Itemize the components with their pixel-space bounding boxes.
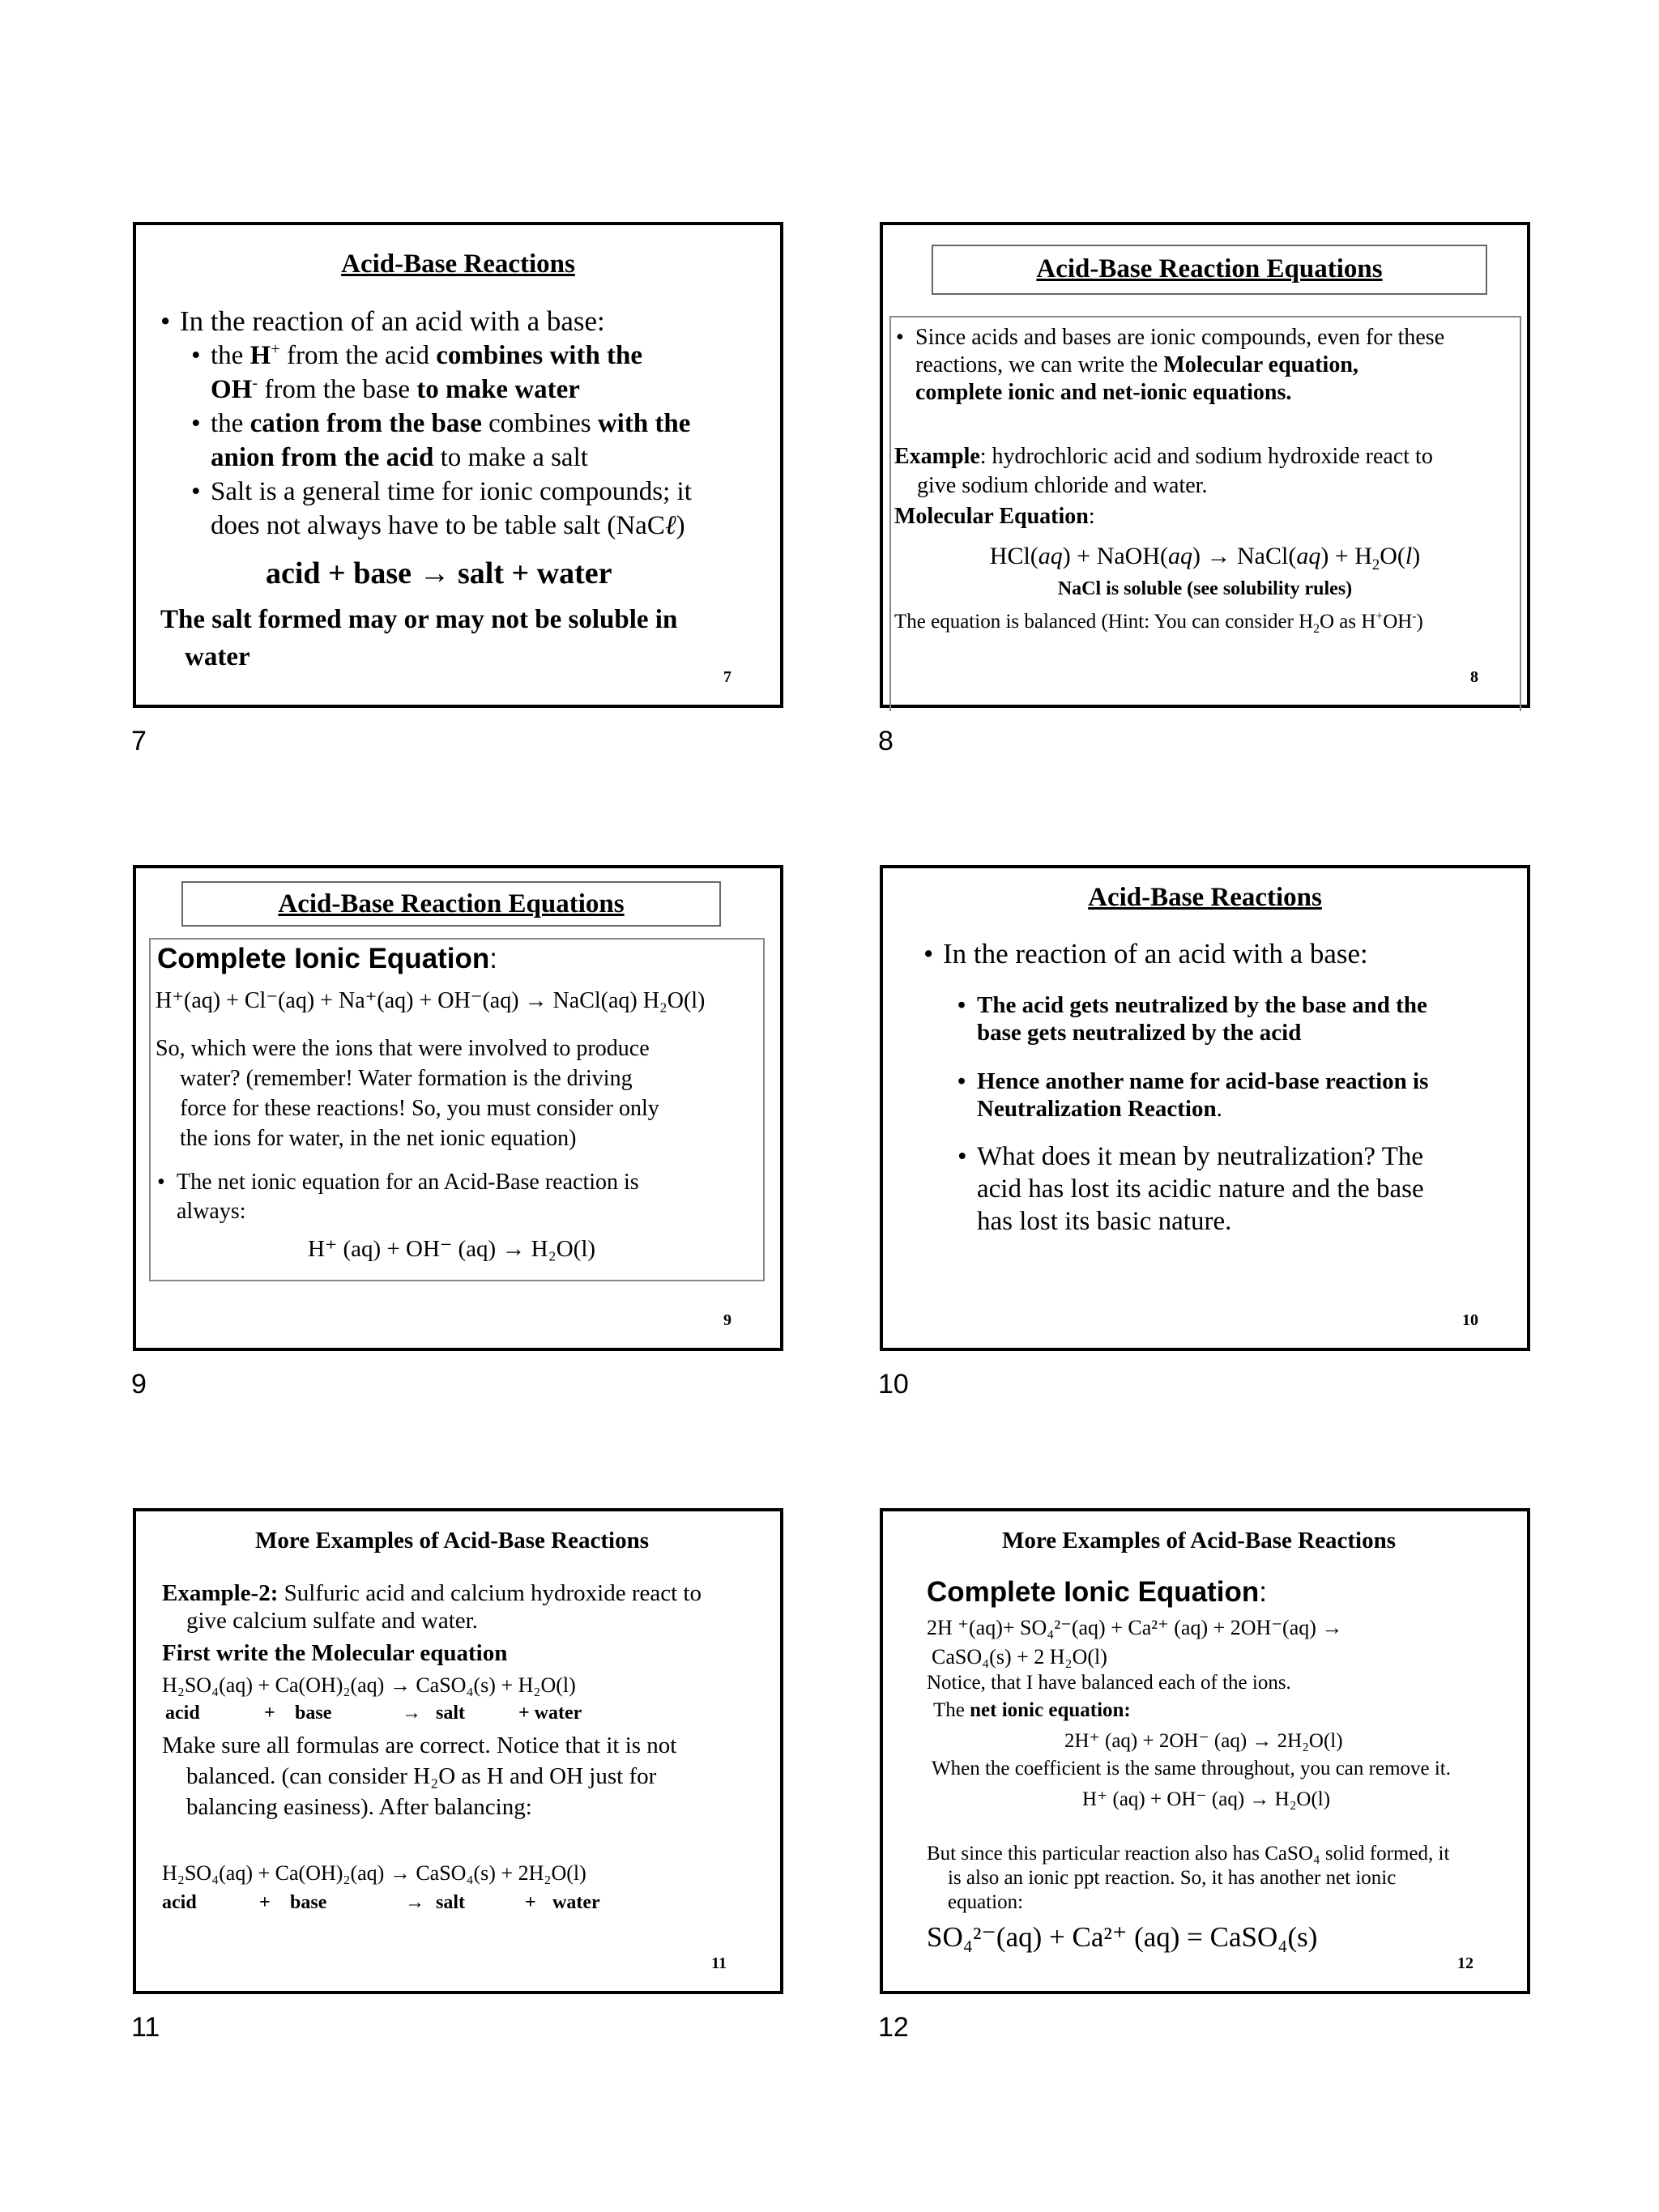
sub-bullets — [957, 991, 1516, 1238]
slide-number: 8 — [1470, 668, 1478, 686]
bullet-neutralization-name: • Hence another name for acid-base reaction is Neutralization Reaction. — [957, 1068, 1429, 1122]
slide-title: Acid-Base Reactions — [341, 249, 575, 279]
slide-title: Acid-Base Reaction Equations — [1036, 254, 1383, 283]
slide-title: More Examples of Acid-Base Reactions — [255, 1528, 649, 1554]
complete-ionic-label: Complete Ionic Equation: — [927, 1576, 1268, 1608]
solubility-note: NaCl is soluble (see solubility rules) — [1057, 578, 1353, 599]
bullet-text: Since acids and bases are ionic compounds, even for these reactions, we can write the Molecular equation, complete ionic and net-ionic equations. — [915, 325, 1445, 405]
slide-number: 9 — [723, 1311, 731, 1329]
example-text: Example: hydrochloric acid and sodium hydroxide react to give sodium chloride and water. Molecular Equation: — [894, 444, 1433, 529]
page-label-12: 12 — [878, 2012, 909, 2043]
slide-number: 7 — [723, 668, 731, 686]
equation-labels: acid + base → salt + water — [165, 1703, 582, 1724]
complete-ionic-equation: H⁺(aq) + Cl⁻(aq) + Na⁺(aq) + OH⁻(aq) → NaCl(aq) H₂O(l) — [156, 988, 706, 1013]
net-ionic-equation-2: H⁺ (aq) + OH⁻ (aq) → H₂O(l) — [1082, 1788, 1331, 1810]
explanation-paragraph: So, which were the ions that were involved to produce water? (remember! Water formation is the driving force for these reactions! So, you must consider only the ions for water, in the net ionic equation) — [156, 1036, 659, 1151]
bullet-text: the H+ from the acid combines with the OH- from the base to make water — [211, 340, 643, 404]
page-label-7: 7 — [131, 726, 147, 757]
intro-bullet: • In the reaction of an acid with a base: — [923, 938, 1368, 970]
net-ionic-bullet: • The net ionic equation for an Acid-Base reaction is always: — [157, 1168, 639, 1226]
balanced-equation-labels: acid + base → salt + water — [162, 1892, 600, 1913]
slide-title: More Examples of Acid-Base Reactions — [1002, 1528, 1396, 1554]
slide-body — [160, 305, 760, 543]
bullet-text: The acid gets neutralized by the base and the base gets neutralized by the acid — [977, 992, 1427, 1046]
title-box — [181, 881, 721, 927]
balanced-note: The equation is balanced (Hint: You can consider $H_2O$ as H+OH-) — [894, 609, 1423, 636]
slide-12 — [880, 1508, 1530, 1994]
title-box — [932, 245, 1487, 295]
bullet-text: What does it mean by neutralization? The acid has lost its acidic nature and the base has lost its basic nature. — [977, 1142, 1424, 1236]
complete-ionic-equation: 2H ⁺(aq)+ SO₄²⁻(aq) + Ca²⁺ (aq) + 2OH⁻(aq) → CaSO₄(s) + 2 H₂O(l) — [927, 1616, 1343, 1669]
slide-number: 11 — [711, 1954, 727, 1972]
bullet-neutralized: • The acid gets neutralized by the base and the base gets neutralized by the acid — [957, 992, 1427, 1046]
bullet-neutralization-meaning: • What does it mean by neutralization? The acid has lost its acidic nature and the base has lost its basic nature. — [957, 1142, 1424, 1236]
slide-7 — [133, 222, 783, 708]
page-label-11: 11 — [131, 2012, 160, 2043]
salt-solubility-note: The salt formed may or may not be soluble in water — [160, 605, 678, 671]
net-ionic-equation: H⁺ (aq) + OH⁻ (aq) → H₂O(l) — [308, 1236, 596, 1262]
net-ionic-equation-1: 2H⁺ (aq) + 2OH⁻ (aq) → 2H₂O(l) — [1064, 1730, 1343, 1752]
bullet-text: Hence another name for acid-base reaction is Neutralization Reaction. — [977, 1068, 1429, 1122]
complete-ionic-label: Complete Ionic Equation: — [157, 943, 498, 974]
slide-number: 10 — [1462, 1311, 1478, 1329]
slide-title: Acid-Base Reaction Equations — [278, 889, 625, 918]
balancing-paragraph: Make sure all formulas are correct. Notice that it is not balanced. (can consider H₂O as H and OH just for balancing easiness). After balancing: — [162, 1733, 677, 1820]
coefficient-note: When the coefficient is the same throughout, you can remove it. — [932, 1758, 1452, 1779]
page-label-9: 9 — [131, 1369, 147, 1400]
bullet-salt: • the cation from the base combines with the anion from the acid to make a salt — [191, 407, 760, 475]
ppt-paragraph: But since this particular reaction also has CaSO₄ solid formed, it is also an ionic ppt reaction. So, it has another net ionic equation: — [927, 1843, 1450, 1913]
bullet-text: The net ionic equation for an Acid-Base reaction is always: — [177, 1170, 639, 1224]
molecular-equation: HCl(aq) + NaOH(aq) → NaCl(aq) + $H_2O(l)$ — [989, 543, 1421, 573]
slide-title: Acid-Base Reactions — [1088, 883, 1322, 912]
slide-11 — [133, 1508, 783, 1994]
example-text: Example-2: Sulfuric acid and calcium hydroxide react to give calcium sulfate and water. First write the Molecular equation — [162, 1580, 702, 1666]
bullet-intro: • In the reaction of an acid with a base: — [160, 305, 605, 337]
bullet-text: In the reaction of an acid with a base: — [180, 305, 605, 337]
molecular-equation: H₂SO₄(aq) + Ca(OH)₂(aq) → CaSO₄(s) + H₂O(l) — [162, 1673, 576, 1697]
slide-10 — [880, 865, 1530, 1351]
balanced-equation: H₂SO₄(aq) + Ca(OH)₂(aq) → CaSO₄(s) + 2H₂O(l) — [162, 1861, 586, 1885]
bullet-salt-definition: • Salt is a general time for ionic compounds; it does not always have to be table salt (NaCℓ) — [191, 475, 760, 543]
page-label-10: 10 — [878, 1369, 909, 1400]
bullet-text: Salt is a general time for ionic compounds; it does not always have to be table salt (NaCℓ) — [211, 477, 692, 540]
slide-number: 12 — [1457, 1954, 1473, 1972]
acid-base-equation: acid + base → salt + water — [266, 556, 612, 590]
slide-9 — [133, 865, 783, 1351]
precipitation-equation: SO₄²⁻(aq) + Ca²⁺ (aq) = CaSO₄(s) — [927, 1921, 1318, 1953]
bullet-water: • the H+ from the acid combines with the OH- from the base to make water — [191, 339, 760, 407]
bullet-text: the cation from the base combines with the anion from the acid to make a salt — [211, 409, 691, 472]
page-label-8: 8 — [878, 726, 893, 757]
intro-bullet: • Since acids and bases are ionic compounds, even for these reactions, we can write the Molecular equation, complete ionic and net-ionic equations. — [896, 325, 1445, 405]
net-ionic-label: The net ionic equation: — [933, 1699, 1131, 1721]
balanced-ions-note: Notice, that I have balanced each of the ions. — [927, 1672, 1291, 1694]
bullet-text: In the reaction of an acid with a base: — [943, 938, 1368, 970]
slide-8 — [880, 222, 1530, 708]
